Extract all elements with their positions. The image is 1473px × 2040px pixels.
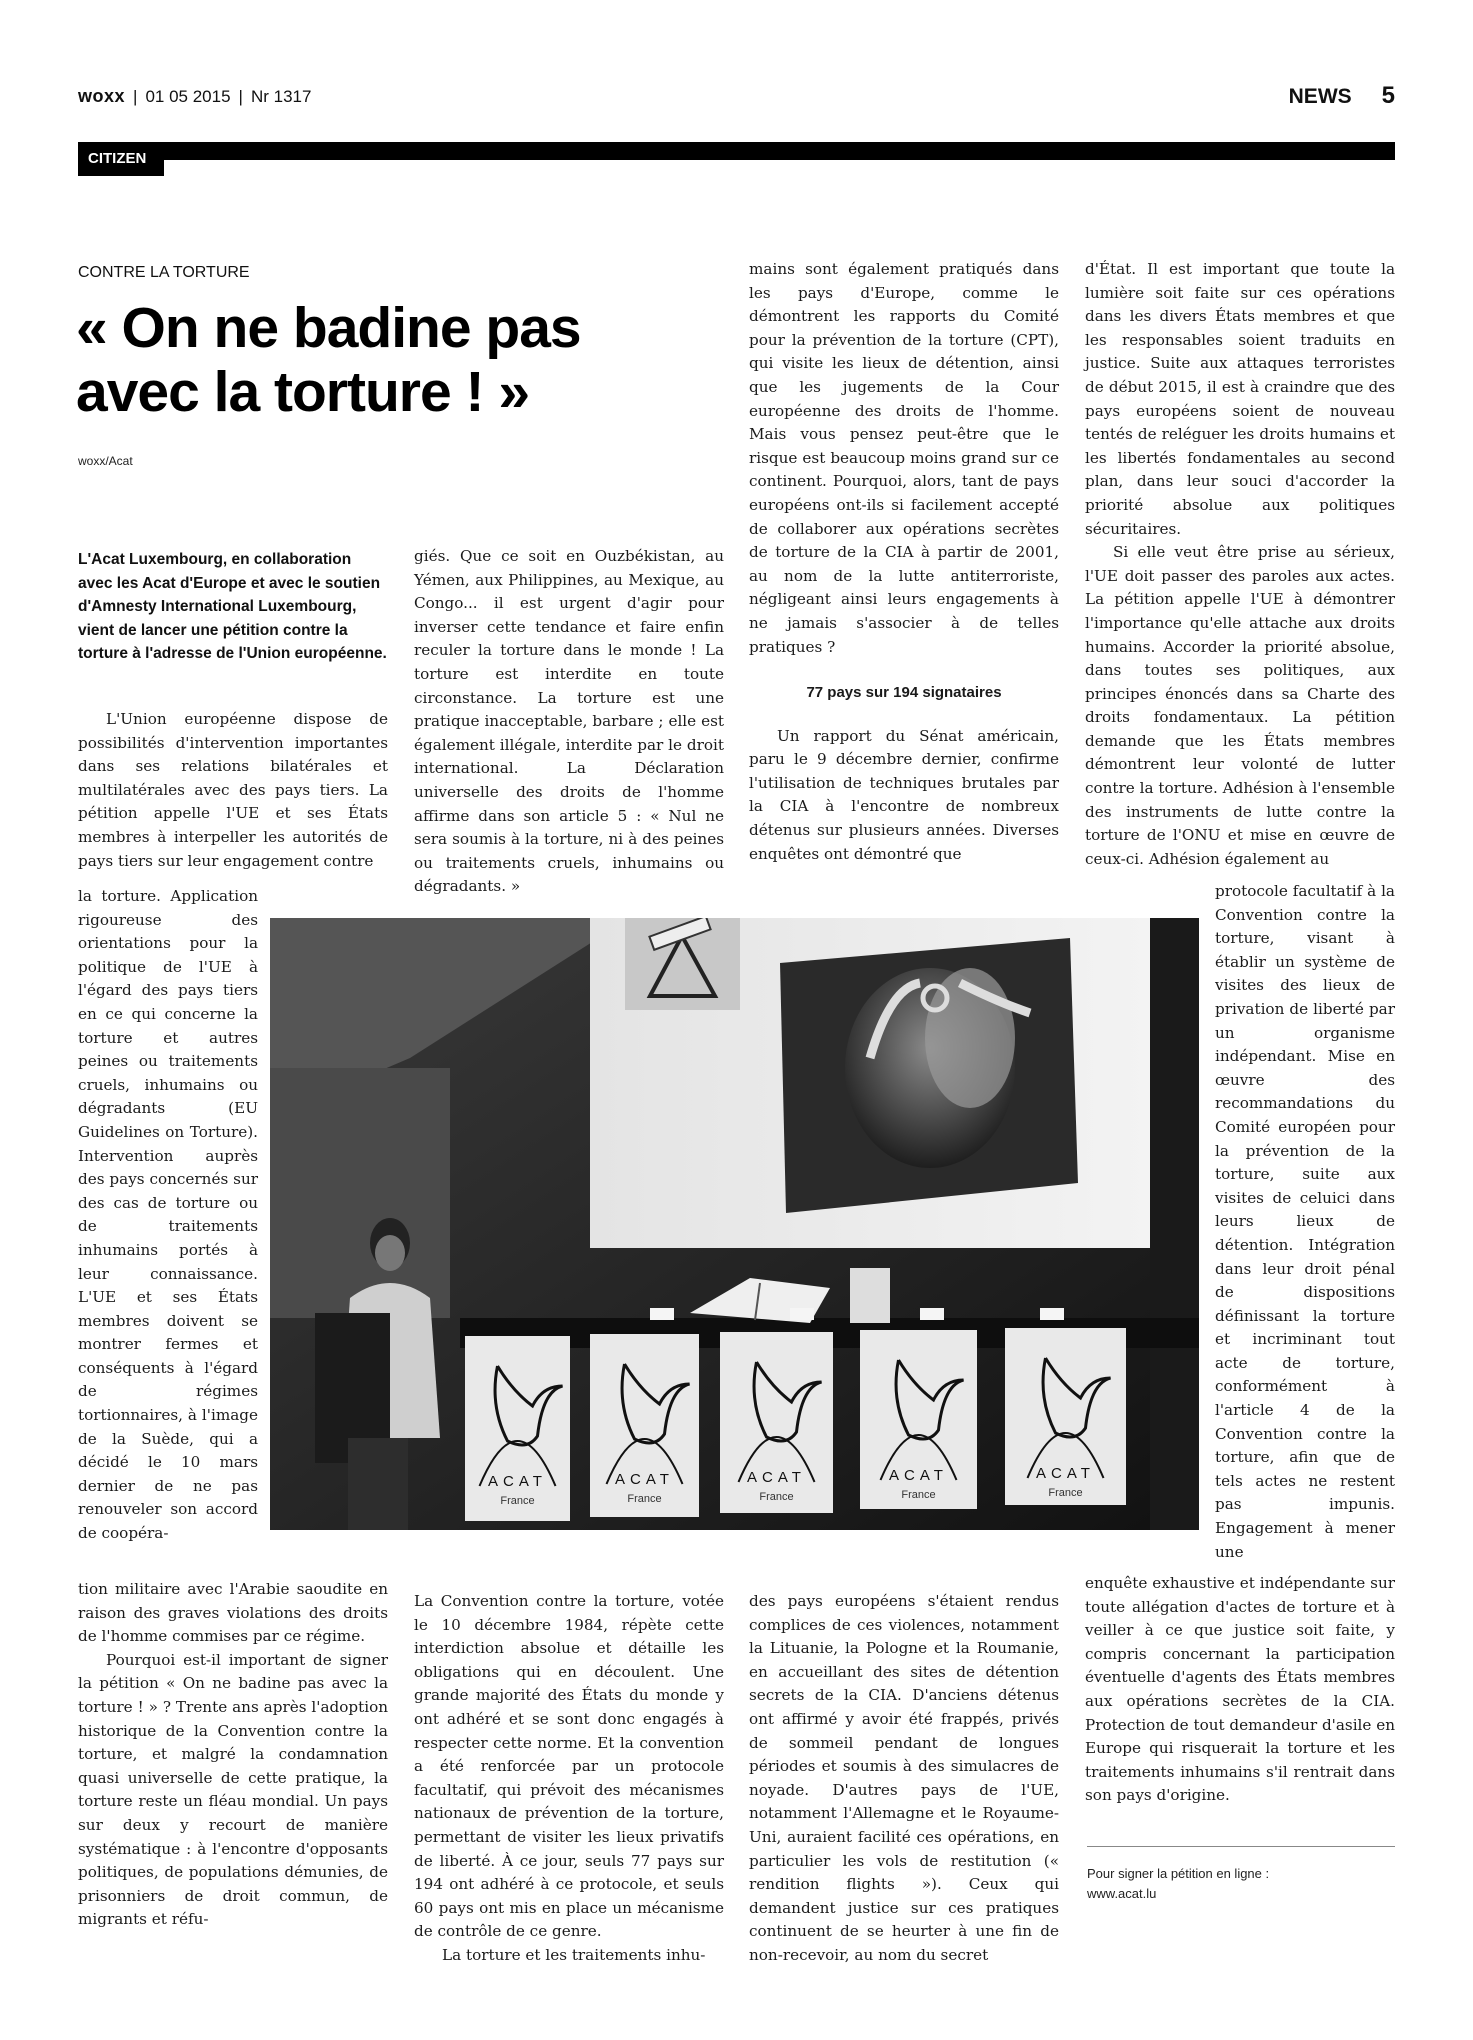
acat-banner	[860, 1330, 977, 1509]
section-tab: CITIZEN	[78, 142, 164, 176]
masthead-date: 01 05 2015	[145, 87, 231, 106]
article-lead: L'Acat Luxembourg, en collaboration avec les Acat d'Europe et avec le soutien d'Amnesty International Luxembourg, vient de lancer une pétition contre la torture à l'adresse de l'Union européenne.	[78, 551, 387, 663]
footnote	[1087, 1864, 1269, 1904]
banner-logo-text: ACAT	[889, 1467, 948, 1484]
page-number: 5	[1381, 82, 1395, 109]
column-1-narrow	[78, 885, 258, 1546]
candle-card	[850, 1268, 890, 1323]
banner-logo-subtext: France	[627, 1493, 662, 1505]
article-headline	[76, 296, 716, 424]
banner-logo-subtext: France	[1048, 1487, 1083, 1499]
footnote-link[interactable]: www.acat.lu	[1087, 1886, 1157, 1901]
paragraph: Si elle veut être prise au sérieux, l'UE doit passer des paroles aux actes. La pétition appelle l'UE à démontrer l'importance qu'elle attache aux droits humains. Accorder la priorité absolue, dans toutes ses politiques, aux principes énoncés dans sa Charte des droits fondamentaux. La pétition demande que les États membres démontrent leur volonté de lutter contre la torture. Adhésion à l'ensemble des instruments de lutte contre la torture de l'ONU et mise en œuvre de ceux-ci. Adhésion également au	[1085, 543, 1395, 868]
paragraph: Un rapport du Sénat américain, paru le 9 décembre dernier, confirme l'utilisation de techniques brutales par la CIA à l'encontre de nombreux détenus sur plusieurs années. Diverses enquêtes ont démontré que	[749, 726, 1059, 863]
section-header	[1289, 82, 1395, 110]
banner-logo-text: ACAT	[1036, 1465, 1095, 1482]
paragraph: mains sont également pratiqués dans les pays d'Europe, comme le démontrent les rapports du Comité pour la prévention de la torture (CPT), qui visite les lieux de détention, ainsi que les jugements de la Cour européenne des droits de l'homme. Mais vous pensez peut-être que le risque est beaucoup moins grand sur ce continent. Pourquoi, alors, tant de pays européens ont-ils si facilement accepté de collaborer aux opérations secrètes de torture de la CIA à partir de 2001, au nom de la lutte antiterroriste, négligeant ainsi leurs engagements à ne jamais s'associer à de telles pratiques ?	[749, 260, 1059, 656]
paragraph: L'Union européenne dispose de possibilités d'intervention importantes dans ses relations bilatérales et multilatérales avec des pays tiers. La pétition appelle l'UE et ses États membres à interpeller les autorités de pays tiers sur leur engagement contre	[78, 710, 388, 870]
acat-banner	[465, 1336, 570, 1521]
column-4-bottom	[1085, 1572, 1395, 1808]
subheading: 77 pays sur 194 signataires	[806, 684, 1002, 702]
column-2-bottom	[414, 1590, 724, 1968]
warning-sign-icon	[625, 918, 740, 1010]
acat-banner	[720, 1332, 833, 1513]
section-name: NEWS	[1288, 85, 1352, 108]
paragraph: d'État. Il est important que toute la lumière soit faite sur ces opérations dans les divers États membres et que les responsables soient traduits en justice. Suite aux attaques terroristes de début 2015, il est à craindre que des pays européens soient de nouveau tentés de reléguer les droits humains et les libertés fondamentales au second plan, dans leur souci d'accorder la priorité absolue aux politiques sécuritaires.	[1085, 260, 1395, 538]
column-3-top	[749, 258, 1059, 866]
masthead	[78, 86, 311, 107]
paragraph: Pourquoi est-il important de signer la pétition « On ne badine pas avec la torture ! » ? Trente ans après l'adoption historique de la Convention contre la torture, et malgré la condamnation quasi universelle de cette pratique, la torture reste un fléau mondial. Un pays sur deux y recourt de manière systématique : à l'encontre d'opposants politiques, de populations démunies, de prisonniers de droit commun, de migrants et réfu-	[78, 1650, 388, 1929]
headline-line-1: « On ne badine pas	[76, 296, 581, 360]
paragraph: La torture et les traitements inhu-	[442, 1945, 706, 1964]
pillar	[1150, 918, 1199, 1530]
article-photo	[270, 918, 1199, 1530]
footnote-text: Pour signer la pétition en ligne :	[1087, 1866, 1270, 1881]
paragraph: protocole facultatif à la Convention contre la torture, visant à établir un système de visites des lieux de privation de liberté par un organisme indépendant. Mise en œuvre des recommandations du Comité européen pour la prévention de la torture, suite aux visites de celuici dans leurs lieux de détention. Intégration dans leur droit pénal de dispositions définissant la torture et incriminant tout acte de torture, conformément à l'article 4 de la Convention contre la torture, afin que de tels actes ne restent pas impunis. Engagement à mener une	[1215, 882, 1395, 1561]
acat-banner	[1005, 1328, 1126, 1505]
banner-logo-text: ACAT	[488, 1473, 547, 1490]
banner-logo-subtext: France	[500, 1495, 535, 1507]
paragraph: tion militaire avec l'Arabie saoudite en raison des graves violations des droits de l'homme commises par ce régime.	[78, 1580, 388, 1646]
paragraph: des pays européens s'étaient rendus complices de ces violences, notamment la Lituanie, la Pologne et la Roumanie, en accueillant des sites de détention secrets de la CIA. D'anciens détenus ont affirmé y avoir été frappés, privés de sommeil pendant de longues périodes et soumis à des simulacres de noyade. D'autres pays de l'UE, notamment l'Allemagne et le Royaume-Uni, auraient facilité ces opérations, en particulier les vols de restitution (« rendition flights »). Ceux qui demandent justice sur ces pratiques continuent de se heurter à une fin de non-recevoir, au nom du secret	[749, 1592, 1059, 1964]
masthead-issue: Nr 1317	[250, 87, 312, 106]
column-3-bottom	[749, 1590, 1059, 1968]
paragraph: La Convention contre la torture, votée le 10 décembre 1984, répète cette interdiction absolue et détaille les obligations qui en découlent. Une grande majorité des États du monde y ont adhéré et se sont donc engagés à respecter cette norme. Et la convention a été renforcée par un protocole facultatif, qui prévoit des mécanismes nationaux de prévention de la torture, permettant de visiter les lieux privatifs de liberté. À ce jour, seuls 77 pays sur 194 ont adhéré à ce protocole, et seuls 60 pays ont mis en place un mécanisme de contrôle de ce genre.	[414, 1592, 724, 1941]
column-2-top	[414, 545, 724, 899]
banner-logo-subtext: France	[759, 1491, 794, 1503]
wall-panel	[270, 1068, 450, 1318]
column-1-bottom	[78, 1578, 388, 1932]
banner-logo-text: ACAT	[615, 1471, 674, 1488]
acat-banner	[590, 1334, 699, 1517]
paragraph: la torture. Application rigoureuse des orientations pour la politique de l'UE à l'égard des pays tiers en ce qui concerne la torture et autres peines ou traitements cruels, inhumains ou dégradants (EU Guidelines on Torture). Intervention auprès des pays concernés sur des cas de torture ou de traitements inhumains portés à leur connaissance. L'UE et ses États membres doivent se montrer fermes et conséquents à l'égard de régimes tortionnaires, à l'image de la Suède, qui a décidé le 10 mars dernier de ne pas renouveler son accord de coopéra-	[78, 887, 258, 1543]
photo-illustration	[270, 918, 1199, 1530]
acat-banners	[465, 1328, 1126, 1521]
footnote-divider	[1087, 1846, 1395, 1847]
section-rule	[78, 142, 1395, 160]
handcuffed-hands-poster	[780, 938, 1078, 1213]
column-1-top	[78, 708, 388, 873]
masthead-separator: |	[238, 87, 243, 106]
headline-line-2: avec la torture ! »	[76, 360, 530, 424]
paragraph: enquête exhaustive et indépendante sur toute allégation d'actes de torture et à veiller à ce que justice soit faite, y compris concernant la participation éventuelle d'agents des États membres aux opérations secrètes de la CIA. Protection de tout demandeur d'asile en Europe qui risquerait la torture et les traitements inhumains s'il rentrait dans son pays d'origine.	[1085, 1574, 1396, 1805]
paragraph: giés. Que ce soit en Ouzbékistan, au Yémen, aux Philippines, au Mexique, au Congo... il est urgent d'agir pour inverser cette tendance et faire enfin reculer la torture dans le monde ! La torture est interdite en toute circonstance. La torture est une pratique inacceptable, barbare ; elle est également illégale, interdite par le droit international. La Déclaration universelle des droits de l'homme affirme dans son article 5 : « Nul ne sera soumis à la torture, ni à des peines ou traitements cruels, inhumains ou dégradants. »	[414, 547, 724, 896]
column-4-narrow	[1215, 880, 1395, 1564]
masthead-separator: |	[133, 87, 138, 106]
masthead-brand: woxx	[78, 86, 126, 106]
column-4-top	[1085, 258, 1395, 871]
banner-logo-text: ACAT	[747, 1469, 806, 1486]
article-kicker: CONTRE LA TORTURE	[78, 264, 250, 281]
article-byline: woxx/Acat	[78, 454, 133, 468]
banner-logo-subtext: France	[901, 1489, 936, 1501]
